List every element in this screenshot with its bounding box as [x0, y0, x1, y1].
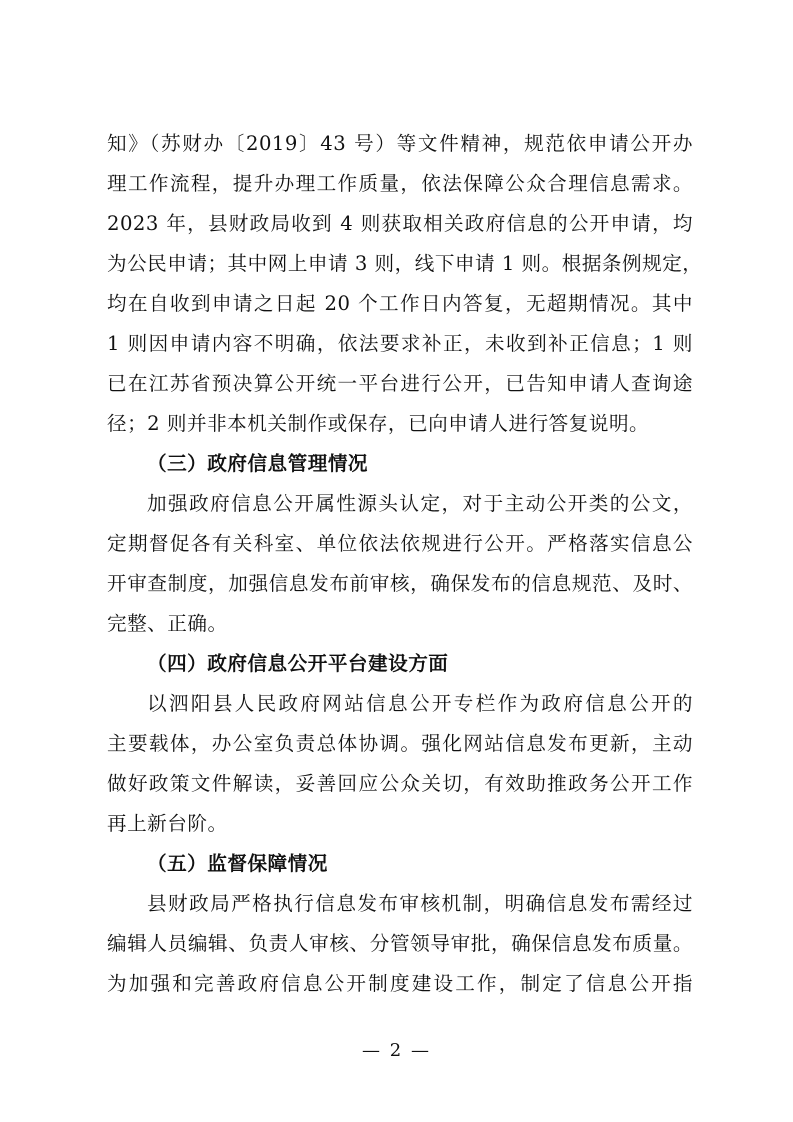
paragraph-line: 以泗阳县人民政府网站信息公开专栏作为政府信息公开的 [147, 692, 693, 715]
paragraph-line: 开审查制度，加强信息发布前审核，确保发布的信息规范、及时、 [107, 572, 693, 595]
paragraph-line: 定期督促各有关科室、单位依法依规进行公开。严格落实信息公 [107, 532, 693, 555]
paragraph-line: 为加强和完善政府信息公开制度建设工作，制定了信息公开指 [107, 972, 693, 995]
section-heading: （三）政府信息管理情况 [147, 452, 369, 475]
paragraph-line: 已在江苏省预决算公开统一平台进行公开，已告知申请人查询途 [107, 372, 693, 395]
paragraph-line: 径；2 则并非本机关制作或保存，已向申请人进行答复说明。 [107, 412, 650, 435]
paragraph-line: 2023 年，县财政局收到 4 则获取相关政府信息的公开申请，均 [107, 212, 693, 235]
paragraph-line: 主要载体，办公室负责总体协调。强化网站信息发布更新，主动 [107, 732, 693, 755]
paragraph-line: 为公民申请；其中网上申请 3 则，线下申请 1 则。根据条例规定， [107, 252, 703, 275]
paragraph-line: 1 则因申请内容不明确，依法要求补正，未收到补正信息；1 则 [107, 332, 693, 355]
paragraph-line: 县财政局严格执行信息发布审核机制，明确信息发布需经过 [147, 892, 693, 915]
page-number: — 2 — [362, 1040, 431, 1061]
section-heading: （五）监督保障情况 [147, 852, 328, 875]
paragraph-line: 编辑人员编辑、负责人审核、分管领导审批，确保信息发布质量。 [107, 932, 693, 955]
paragraph-line: 均在自收到申请之日起 20 个工作日内答复，无超期情况。其中 [107, 292, 693, 315]
paragraph-line: 加强政府信息公开属性源头认定，对于主动公开类的公文， [147, 492, 693, 515]
paragraph-line: 做好政策文件解读，妥善回应公众关切，有效助推政务公开工作 [107, 772, 693, 795]
paragraph-line: 完整、正确。 [107, 612, 228, 635]
paragraph-line: 再上新台阶。 [107, 812, 228, 835]
paragraph-line: 知》（苏财办〔2019〕43 号）等文件精神，规范依申请公开办 [107, 132, 693, 155]
section-heading: （四）政府信息公开平台建设方面 [147, 652, 449, 675]
paragraph-line: 理工作流程，提升办理工作质量，依法保障公众合理信息需求。 [107, 172, 693, 195]
